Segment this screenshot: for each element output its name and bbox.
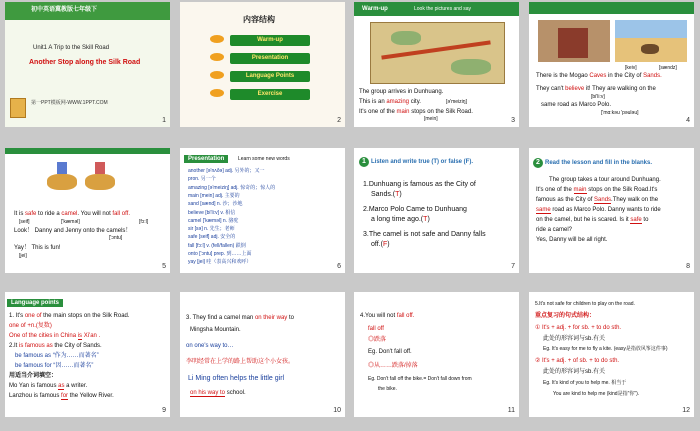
- slide-thumbnail-7[interactable]: [354, 148, 519, 273]
- slide4-phonetic-marco-polo: ['mɑ:kəu 'pəuləu]: [601, 110, 639, 116]
- slide4-phonetic-caves: [keiv]: [625, 65, 637, 71]
- pencil-icon: [210, 71, 224, 79]
- vocabulary-item: onto ['ɔntu] prep. 到……上面: [188, 251, 252, 257]
- slide12-line6: ② It's + adj. + of sb. + to do sth.: [535, 358, 620, 364]
- slide5-phonetic-safe: [seif]: [19, 219, 30, 225]
- slide7-heading: 1 Listen and write true (T) or false (F).: [359, 157, 473, 167]
- slide8-heading: 2 Read the lesson and fill in the blanks.: [533, 158, 652, 168]
- slide9-line6: be famous for “因……而著名”: [15, 363, 94, 369]
- slide4-header-bar: [529, 2, 694, 14]
- slide10-line3: on one's way to…: [186, 343, 234, 349]
- vocabulary-item: another [ə'nʌðə] adj. 另外的；又一: [188, 168, 265, 174]
- slide3-tag: Warm-up: [362, 6, 388, 12]
- vocabulary-item: sir [sə] n. 先生；老师: [188, 226, 235, 233]
- slide11-line1: 4.You will not fall off.: [360, 313, 415, 319]
- slide-number: 11: [507, 407, 515, 414]
- slide-number: 5: [162, 263, 166, 270]
- vocabulary-item: sand [sænd] n. 沙；沙地: [188, 201, 243, 208]
- slide6-tag: Presentation: [184, 155, 228, 163]
- slide8-line5: on the camel, but he is scared. Is it safe to: [536, 217, 649, 223]
- mogao-caves-image: [538, 20, 610, 62]
- slide9-line4: 2.It is famous as the City of Sands.: [9, 343, 102, 349]
- step-badge-icon: 2: [533, 158, 543, 168]
- menu-item-exercise[interactable]: Exercise: [230, 89, 310, 100]
- menu-item-language-points[interactable]: Language Points: [230, 71, 310, 82]
- slide-number: 3: [511, 117, 515, 124]
- menu-item-warm-up[interactable]: Warm-up: [230, 35, 310, 46]
- slide5-phonetic-fall: [fɔ:l]: [139, 219, 149, 225]
- silk-road-map-image: [370, 22, 505, 84]
- slide3-phonetic-main: [mein]: [424, 116, 438, 122]
- vocabulary-item: yay [jei] 哇（表高兴和欢呼）: [188, 259, 252, 266]
- slide5-phonetic-onto: ['ɔntu]: [109, 235, 123, 241]
- pencil-icon: [210, 53, 224, 61]
- slide3-line2: This is an amazing city.: [359, 99, 421, 105]
- camels-riders-image: [43, 160, 123, 200]
- slide8-line6: ride a camel?: [536, 227, 573, 233]
- pencil-icon: [210, 89, 224, 97]
- slide9-line5: be famous as “作为……而著名”: [15, 353, 99, 359]
- vocabulary-item: pron. 另一个: [188, 176, 216, 183]
- vocabulary-item: amazing [ə'meiziŋ] adj. 惊奇的；惊人的: [188, 184, 276, 191]
- slide3-subtitle: Look the pictures and say: [414, 6, 471, 12]
- slide12-line5: Eg. It's easy for me to fly a kite. (easy是指放风筝这件事): [543, 346, 668, 352]
- vocabulary-item: believe [bi'li:v] v. 相信: [188, 209, 236, 216]
- slide6-subtitle: Learn some new words: [238, 156, 290, 162]
- slide3-line3: It's one of the main stops on the Silk Road.: [359, 109, 473, 115]
- slide-thumbnail-2[interactable]: [180, 2, 345, 127]
- slide5-line2: Look！ Danny and Jenny onto the camels！: [14, 228, 132, 234]
- slide4-line3: same road as Marco Polo.: [541, 102, 612, 108]
- slide11-line2: fall off: [368, 326, 384, 332]
- slide3-line1: The group arrives in Dunhuang.: [359, 89, 444, 95]
- slide5-line1: It is safe to ride a camel. You will not fall off.: [14, 211, 130, 217]
- slide4-line2: They can't believe it! They are walking on the: [536, 86, 656, 92]
- slide7-q3-line2: off.(F): [371, 241, 390, 248]
- slide7-q1-line2: Sands.(T): [371, 191, 402, 198]
- slide10-line1: 3. They find a camel man on their way to: [186, 315, 294, 321]
- slide11-line4: Eg. Don't fall off.: [368, 349, 412, 355]
- slide1-credit: 第一PPT模板网-WWW.1PPT.COM: [31, 100, 108, 106]
- slide5-phonetic-yay: [jei]: [19, 253, 27, 259]
- slide-number: 4: [686, 117, 690, 124]
- slide7-q1-line1: 1.Dunhuang is famous as the City of: [363, 181, 476, 188]
- slide-number: 2: [337, 117, 341, 124]
- slide10-line5: Li Ming often helps the little girl: [188, 375, 285, 382]
- slide12-line8: Eg. It's kind of you to help me. 相当于: [543, 380, 627, 386]
- vocabulary-item: fall [fɔ:l] v. (fell/fallen) 跌倒: [188, 242, 246, 249]
- slide1-unit: Unit1 A Trip to the Skill Road: [33, 45, 110, 51]
- slide8-line3: famous as the City of Sands.They walk on the: [536, 197, 659, 203]
- slide12-line2: 重点复习的句式结构：: [535, 313, 596, 319]
- slide3-phonetic-amazing: [ə'meiziŋ]: [446, 99, 467, 105]
- slide-thumbnail-8[interactable]: [529, 148, 694, 273]
- slide4-line1: There is the Mogao Caves in the City of Sands.: [536, 73, 662, 79]
- slide-thumbnail-11[interactable]: [354, 292, 519, 417]
- slide2-title: 内容结构: [243, 15, 275, 24]
- slide-thumbnail-3[interactable]: [354, 2, 519, 127]
- slide10-line2: Mingsha Mountain.: [190, 327, 241, 333]
- slide9-line9: Lanzhou is famous for the Yellow River.: [9, 393, 114, 399]
- slide11-line7: the bike.: [378, 386, 397, 392]
- slide12-line1: 5.It's not safe for children to play on the road.: [535, 301, 635, 307]
- slide11-line3: ◎跌落: [368, 337, 387, 343]
- slide7-q2-line1: 2.Marco Polo Came to Dunhuang: [363, 206, 467, 213]
- slide9-line3: One of the cities in China is Xi'an .: [9, 333, 101, 339]
- slide10-line6: on his way to school.: [190, 390, 246, 396]
- vocabulary-item: safe [seif] adj. 安全的: [188, 234, 236, 241]
- vocabulary-item: camel ['kæməl] n. 骆驼: [188, 217, 239, 224]
- slide12-line7: 此处的形容词与sb.有关: [543, 369, 606, 375]
- slide8-line4: same road as Marco Polo. Danny wants to ride: [536, 207, 661, 213]
- slide5-header-bar: [5, 148, 170, 154]
- slide-thumbnail-1[interactable]: [5, 2, 170, 127]
- slide9-line7: 用适当介词填空：: [9, 373, 58, 379]
- slide9-tag: Language points: [7, 299, 63, 307]
- slide7-q3-line1: 3.The camel is not safe and Danny falls: [363, 231, 486, 238]
- slide-thumbnail-9[interactable]: [5, 292, 170, 417]
- slide-number: 10: [333, 407, 341, 414]
- slide-thumbnail-12[interactable]: [529, 292, 694, 417]
- slide11-line6: Eg. Don't fall off the bike.= Don't fall down from: [368, 376, 472, 382]
- slide9-line8: Mo Yan is famous as a writer.: [9, 383, 88, 389]
- slide9-line1: 1. It's one of the main stops on the Silk Road.: [9, 313, 130, 319]
- desert-camels-image: [615, 20, 687, 62]
- slide4-phonetic-sands: [sændz]: [659, 65, 677, 71]
- slide12-line3: ① It's + adj. + for sb. + to do sth.: [535, 325, 622, 331]
- menu-item-presentation[interactable]: Presentation: [230, 53, 310, 64]
- slide5-line3: Yay！ This is fun!: [14, 245, 61, 251]
- slide-number: 8: [686, 263, 690, 270]
- slide-thumbnail-5[interactable]: [5, 148, 170, 273]
- slide-thumbnail-6[interactable]: [180, 148, 345, 273]
- slide8-line2: It's one of the main stops on the Silk Road.It's: [536, 187, 658, 193]
- slide5-phonetic-camel: ['kæməl]: [61, 219, 80, 225]
- slide-thumbnail-4[interactable]: [529, 2, 694, 127]
- slide-number: 1: [162, 117, 166, 124]
- slide10-line4: 李明经常在上学的路上帮助这个小女孩。: [186, 359, 295, 365]
- books-icon: [10, 98, 26, 118]
- slide4-phonetic-believe: [bi'li:v]: [591, 94, 605, 100]
- slide1-header-text: 初中英语冀教版七年级下: [31, 7, 98, 13]
- slide1-title: Another Stop along the Silk Road: [29, 59, 141, 66]
- vocabulary-item: main [mein] adj. 主要的: [188, 192, 240, 199]
- slide8-line1: The group takes a tour around Dunhuang.: [549, 177, 661, 183]
- pencil-icon: [210, 35, 224, 43]
- slide8-line7: Yes, Danny will be all right.: [536, 237, 608, 243]
- slide9-line2: one of +n.(复数): [9, 323, 52, 329]
- slide-thumbnail-10[interactable]: [180, 292, 345, 417]
- slide7-q2-line2: a long time ago.(T): [371, 216, 430, 223]
- slide12-line4: 此处的形容词与sb.有关: [543, 336, 606, 342]
- slide-number: 12: [682, 407, 690, 414]
- step-badge-icon: 1: [359, 157, 369, 167]
- slide12-line9: You are kind to help me (kind是指"你").: [553, 391, 640, 397]
- slide-number: 7: [511, 263, 515, 270]
- slide-number: 9: [162, 407, 166, 414]
- slide-number: 6: [337, 263, 341, 270]
- slide11-line5: ◎从……跌落/掉落: [368, 363, 418, 369]
